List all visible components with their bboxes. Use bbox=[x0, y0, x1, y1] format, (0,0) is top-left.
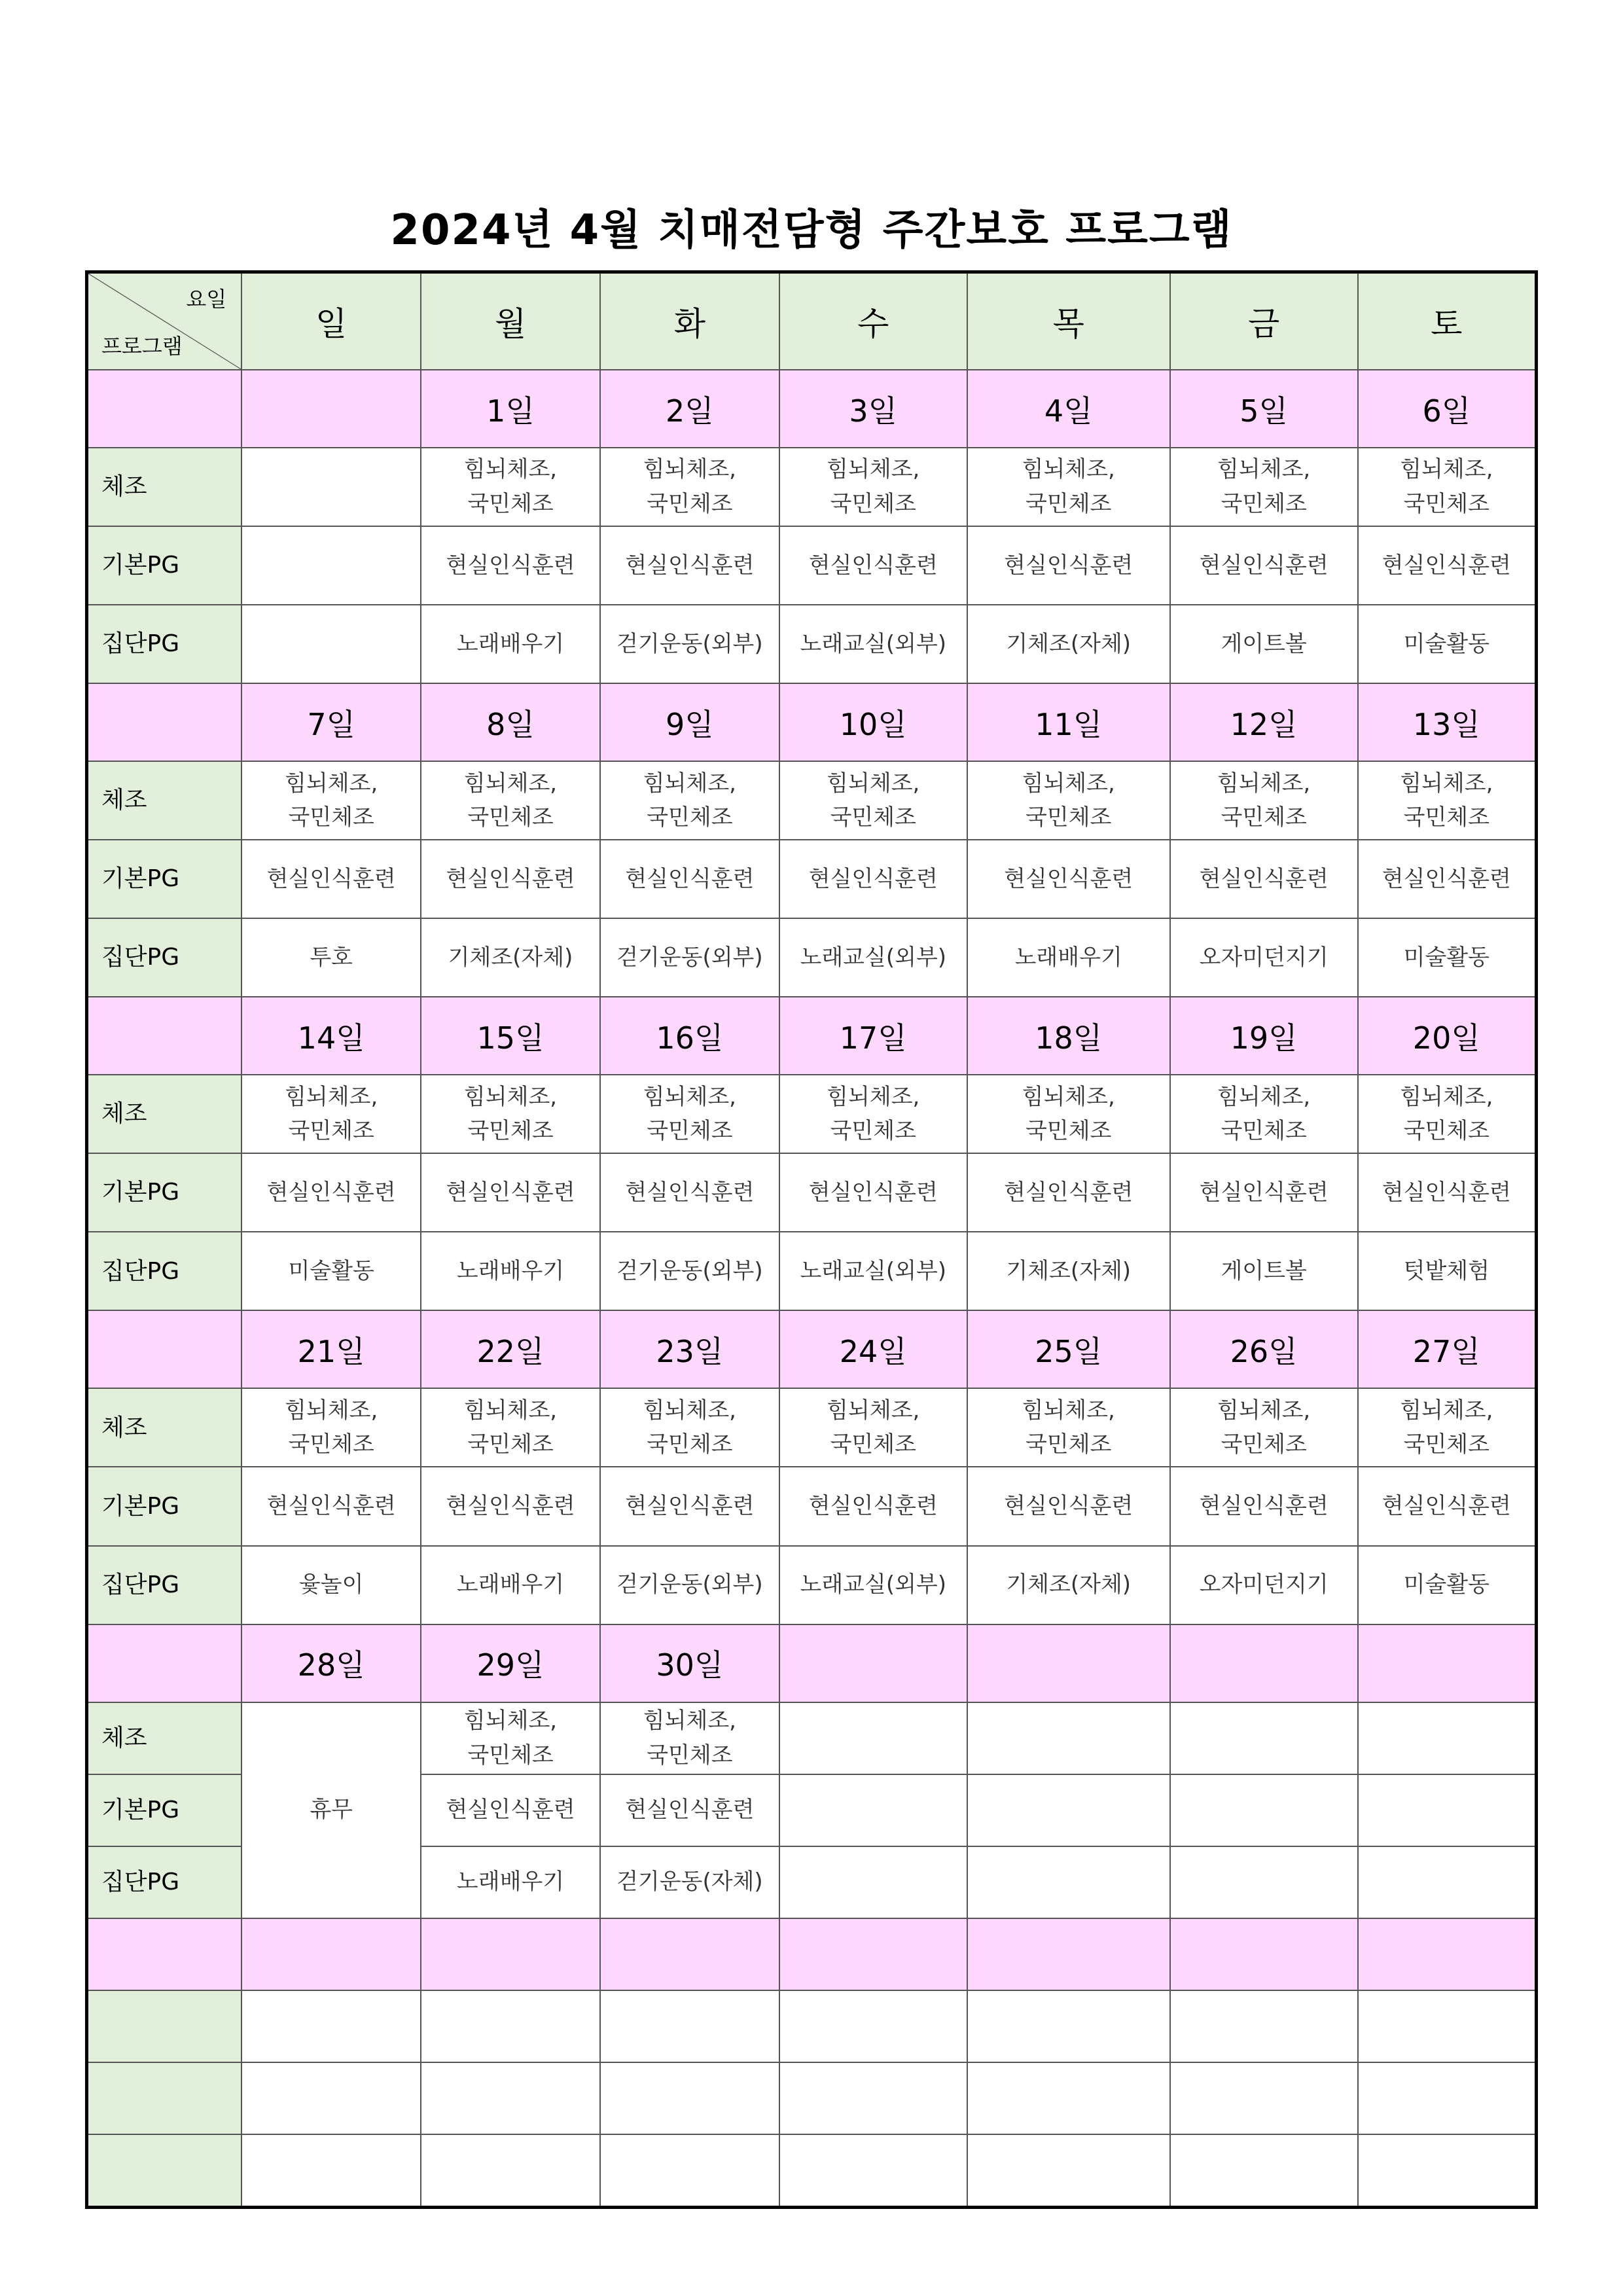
page-title: 2024년 4월 치매전담형 주간보호 프로그램 bbox=[390, 206, 1233, 255]
basic-cell: 현실인식훈련 bbox=[779, 1153, 967, 1232]
corner-label-program: 프로그램 bbox=[101, 334, 183, 359]
exercise-cell bbox=[779, 1388, 967, 1467]
date-row bbox=[87, 370, 1537, 448]
exercise-text: 국민체조 bbox=[830, 491, 916, 518]
exercise-text: 국민체조 bbox=[467, 804, 554, 831]
corner-label-day: 요일 bbox=[186, 287, 227, 312]
group-cell: 노래배우기 bbox=[421, 1546, 600, 1624]
date-cell: 20일 bbox=[1358, 997, 1537, 1075]
day-header-sat: 토 bbox=[1358, 272, 1537, 370]
day-header-mon: 월 bbox=[421, 272, 600, 370]
date-cell: 4일 bbox=[967, 370, 1170, 448]
group-cell: 노래배우기 bbox=[967, 918, 1170, 997]
day-header-fri: 금 bbox=[1170, 272, 1358, 370]
day-header-tue: 화 bbox=[600, 272, 779, 370]
empty-cell bbox=[241, 526, 421, 605]
date-cell: 8일 bbox=[421, 683, 600, 761]
exercise-text: 힘뇌체조, bbox=[1400, 456, 1493, 483]
basic-cell: 현실인식훈련 bbox=[967, 1467, 1170, 1545]
date-cell: 11일 bbox=[967, 683, 1170, 761]
row-label-group: 집단PG bbox=[87, 1546, 242, 1624]
basic-row bbox=[87, 1153, 1537, 1232]
date-cell: 22일 bbox=[421, 1310, 600, 1388]
exercise-text: 힘뇌체조, bbox=[463, 456, 558, 483]
exercise-cell bbox=[600, 1075, 779, 1153]
exercise-text: 힘뇌체조, bbox=[1022, 1083, 1115, 1110]
blank-row bbox=[87, 1990, 1537, 2062]
exercise-text: 힘뇌체조, bbox=[1217, 456, 1311, 483]
holiday-cell: 휴무 bbox=[241, 1702, 421, 1918]
group-cell: 노래교실(외부) bbox=[779, 918, 967, 997]
exercise-text: 힘뇌체조, bbox=[827, 456, 920, 483]
basic-cell: 현실인식훈련 bbox=[600, 1774, 779, 1846]
date-row-label bbox=[87, 997, 242, 1075]
exercise-text: 힘뇌체조, bbox=[463, 1707, 558, 1734]
date-cell: 27일 bbox=[1358, 1310, 1537, 1388]
group-row bbox=[87, 1232, 1537, 1310]
exercise-cell bbox=[967, 1075, 1170, 1153]
date-row bbox=[87, 997, 1537, 1075]
date-cell: 21일 bbox=[241, 1310, 421, 1388]
date-cell: 5일 bbox=[1170, 370, 1358, 448]
date-cell: 17일 bbox=[779, 997, 967, 1075]
empty-cell bbox=[967, 1846, 1170, 1918]
date-cell: 1일 bbox=[421, 370, 600, 448]
group-cell: 기체조(자체) bbox=[967, 1546, 1170, 1624]
exercise-text: 국민체조 bbox=[1221, 804, 1307, 831]
row-label-exercise: 체조 bbox=[87, 761, 242, 840]
date-cell: 18일 bbox=[967, 997, 1170, 1075]
exercise-text: 국민체조 bbox=[647, 1118, 733, 1145]
group-cell: 텃밭체험 bbox=[1358, 1232, 1537, 1310]
empty-cell bbox=[1358, 1774, 1537, 1846]
empty-cell bbox=[779, 1774, 967, 1846]
group-cell: 기체조(자체) bbox=[967, 1232, 1170, 1310]
group-cell: 미술활동 bbox=[1358, 1546, 1537, 1624]
basic-row bbox=[87, 1467, 1537, 1545]
date-cell: 16일 bbox=[600, 997, 779, 1075]
exercise-text: 힘뇌체조, bbox=[1400, 770, 1493, 797]
date-cell: 28일 bbox=[241, 1624, 421, 1702]
exercise-text: 힘뇌체조, bbox=[285, 1397, 378, 1424]
group-cell: 노래교실(외부) bbox=[779, 1546, 967, 1624]
group-cell: 기체조(자체) bbox=[967, 605, 1170, 683]
exercise-cell bbox=[600, 1702, 779, 1774]
date-cell: 12일 bbox=[1170, 683, 1358, 761]
exercise-text: 국민체조 bbox=[467, 1118, 554, 1145]
date-row-label bbox=[87, 370, 242, 448]
exercise-row bbox=[87, 1388, 1537, 1467]
basic-cell: 현실인식훈련 bbox=[967, 526, 1170, 605]
group-cell: 기체조(자체) bbox=[421, 918, 600, 997]
basic-cell: 현실인식훈련 bbox=[421, 1774, 600, 1846]
exercise-text: 국민체조 bbox=[647, 491, 733, 518]
basic-cell: 현실인식훈련 bbox=[1358, 526, 1537, 605]
date-cell: 6일 bbox=[1358, 370, 1537, 448]
empty-cell bbox=[1358, 1702, 1537, 1774]
exercise-text: 국민체조 bbox=[1403, 1118, 1489, 1145]
exercise-row bbox=[87, 1702, 1537, 1774]
group-cell: 노래교실(외부) bbox=[779, 605, 967, 683]
row-label-exercise: 체조 bbox=[87, 1388, 242, 1467]
exercise-cell bbox=[779, 1075, 967, 1153]
row-label-group: 집단PG bbox=[87, 1846, 242, 1918]
exercise-cell bbox=[1358, 761, 1537, 840]
group-row bbox=[87, 1546, 1537, 1624]
date-cell: 13일 bbox=[1358, 683, 1537, 761]
row-label-exercise: 체조 bbox=[87, 448, 242, 526]
basic-row bbox=[87, 840, 1537, 918]
empty-cell bbox=[1170, 1774, 1358, 1846]
exercise-cell bbox=[241, 1388, 421, 1467]
group-row bbox=[87, 605, 1537, 683]
day-header-thu: 목 bbox=[967, 272, 1170, 370]
exercise-cell bbox=[1170, 1388, 1358, 1467]
exercise-text: 국민체조 bbox=[1403, 1431, 1489, 1458]
date-cell: 2일 bbox=[600, 370, 779, 448]
group-cell: 걷기운동(자체) bbox=[600, 1846, 779, 1918]
group-cell: 노래배우기 bbox=[421, 1232, 600, 1310]
exercise-text: 국민체조 bbox=[1403, 804, 1489, 831]
basic-cell: 현실인식훈련 bbox=[967, 840, 1170, 918]
exercise-text: 국민체조 bbox=[1221, 491, 1307, 518]
group-cell: 게이트볼 bbox=[1170, 605, 1358, 683]
exercise-cell bbox=[967, 448, 1170, 526]
exercise-text: 국민체조 bbox=[830, 1431, 916, 1458]
exercise-text: 힘뇌체조, bbox=[643, 1083, 736, 1110]
group-cell: 미술활동 bbox=[241, 1232, 421, 1310]
basic-cell: 현실인식훈련 bbox=[241, 1467, 421, 1545]
exercise-text: 힘뇌체조, bbox=[1022, 1397, 1115, 1424]
exercise-text: 국민체조 bbox=[467, 1431, 554, 1458]
basic-cell: 현실인식훈련 bbox=[779, 840, 967, 918]
date-cell bbox=[1358, 1624, 1537, 1702]
exercise-text: 힘뇌체조, bbox=[463, 1083, 558, 1110]
basic-cell: 현실인식훈련 bbox=[1170, 1153, 1358, 1232]
exercise-text: 국민체조 bbox=[647, 1742, 733, 1768]
exercise-text: 힘뇌체조, bbox=[827, 1083, 920, 1110]
day-header-wed: 수 bbox=[779, 272, 967, 370]
exercise-cell bbox=[1170, 1075, 1358, 1153]
exercise-row bbox=[87, 761, 1537, 840]
date-cell bbox=[779, 1624, 967, 1702]
exercise-text: 힘뇌체조, bbox=[463, 1397, 558, 1424]
date-cell: 3일 bbox=[779, 370, 967, 448]
basic-cell: 현실인식훈련 bbox=[421, 1153, 600, 1232]
row-label-basic: 기본PG bbox=[87, 1467, 242, 1545]
basic-cell: 현실인식훈련 bbox=[600, 1153, 779, 1232]
exercise-row bbox=[87, 448, 1537, 526]
exercise-cell bbox=[1358, 448, 1537, 526]
blank-pink-row bbox=[87, 1918, 1537, 1990]
corner-cell bbox=[87, 272, 242, 370]
row-label-exercise: 체조 bbox=[87, 1702, 242, 1774]
group-cell: 미술활동 bbox=[1358, 605, 1537, 683]
date-cell: 10일 bbox=[779, 683, 967, 761]
date-cell: 29일 bbox=[421, 1624, 600, 1702]
exercise-cell bbox=[1170, 761, 1358, 840]
exercise-text: 국민체조 bbox=[1221, 1118, 1307, 1145]
exercise-text: 힘뇌체조, bbox=[1400, 1083, 1493, 1110]
exercise-cell bbox=[421, 1388, 600, 1467]
exercise-text: 힘뇌체조, bbox=[1022, 456, 1115, 483]
basic-cell: 현실인식훈련 bbox=[421, 526, 600, 605]
date-row bbox=[87, 683, 1537, 761]
basic-cell: 현실인식훈련 bbox=[241, 1153, 421, 1232]
group-cell: 걷기운동(외부) bbox=[600, 1232, 779, 1310]
exercise-text: 국민체조 bbox=[1026, 491, 1112, 518]
exercise-text: 국민체조 bbox=[467, 491, 554, 518]
row-label-group: 집단PG bbox=[87, 605, 242, 683]
exercise-text: 힘뇌체조, bbox=[463, 770, 558, 797]
exercise-text: 힘뇌체조, bbox=[1217, 1083, 1311, 1110]
group-cell: 게이트볼 bbox=[1170, 1232, 1358, 1310]
group-cell: 윷놀이 bbox=[241, 1546, 421, 1624]
group-cell: 노래배우기 bbox=[421, 605, 600, 683]
date-cell: 9일 bbox=[600, 683, 779, 761]
group-cell: 걷기운동(외부) bbox=[600, 918, 779, 997]
exercise-text: 힘뇌체조, bbox=[1217, 1397, 1311, 1424]
basic-cell: 현실인식훈련 bbox=[1358, 1467, 1537, 1545]
schedule-table bbox=[85, 270, 1538, 2209]
basic-cell: 현실인식훈련 bbox=[1358, 840, 1537, 918]
exercise-cell bbox=[1358, 1388, 1537, 1467]
date-cell bbox=[241, 370, 421, 448]
row-label-basic: 기본PG bbox=[87, 840, 242, 918]
empty-cell bbox=[1170, 1702, 1358, 1774]
exercise-row bbox=[87, 1075, 1537, 1153]
exercise-cell bbox=[1170, 448, 1358, 526]
date-cell: 19일 bbox=[1170, 997, 1358, 1075]
basic-cell: 현실인식훈련 bbox=[1170, 840, 1358, 918]
row-label-basic: 기본PG bbox=[87, 526, 242, 605]
group-cell: 노래교실(외부) bbox=[779, 1232, 967, 1310]
exercise-cell bbox=[241, 1075, 421, 1153]
exercise-cell bbox=[967, 1388, 1170, 1467]
exercise-cell bbox=[421, 761, 600, 840]
row-label-basic: 기본PG bbox=[87, 1774, 242, 1846]
exercise-cell bbox=[421, 1702, 600, 1774]
group-cell: 노래배우기 bbox=[421, 1846, 600, 1918]
exercise-text: 힘뇌체조, bbox=[643, 456, 736, 483]
date-row-label bbox=[87, 1624, 242, 1702]
empty-cell bbox=[779, 1702, 967, 1774]
date-cell: 24일 bbox=[779, 1310, 967, 1388]
basic-cell: 현실인식훈련 bbox=[241, 840, 421, 918]
blank-row bbox=[87, 2134, 1537, 2208]
basic-cell: 현실인식훈련 bbox=[1358, 1153, 1537, 1232]
group-row bbox=[87, 918, 1537, 997]
date-cell bbox=[1170, 1624, 1358, 1702]
empty-cell bbox=[241, 448, 421, 526]
exercise-text: 힘뇌체조, bbox=[285, 770, 378, 797]
date-cell: 7일 bbox=[241, 683, 421, 761]
date-cell: 30일 bbox=[600, 1624, 779, 1702]
date-cell: 14일 bbox=[241, 997, 421, 1075]
exercise-text: 힘뇌체조, bbox=[1022, 770, 1115, 797]
empty-cell bbox=[241, 605, 421, 683]
exercise-cell bbox=[600, 448, 779, 526]
exercise-text: 국민체조 bbox=[1026, 1431, 1112, 1458]
exercise-text: 힘뇌체조, bbox=[1217, 770, 1311, 797]
empty-cell bbox=[779, 1846, 967, 1918]
exercise-text: 힘뇌체조, bbox=[1400, 1397, 1493, 1424]
exercise-text: 국민체조 bbox=[1026, 1118, 1112, 1145]
date-cell: 25일 bbox=[967, 1310, 1170, 1388]
exercise-text: 국민체조 bbox=[1403, 491, 1489, 518]
exercise-text: 국민체조 bbox=[830, 804, 916, 831]
row-label-basic: 기본PG bbox=[87, 1153, 242, 1232]
empty-cell bbox=[967, 1702, 1170, 1774]
basic-cell: 현실인식훈련 bbox=[600, 840, 779, 918]
exercise-text: 국민체조 bbox=[647, 804, 733, 831]
basic-cell: 현실인식훈련 bbox=[421, 1467, 600, 1545]
exercise-cell bbox=[600, 1388, 779, 1467]
exercise-text: 국민체조 bbox=[1026, 804, 1112, 831]
exercise-text: 힘뇌체조, bbox=[827, 770, 920, 797]
day-header-sun: 일 bbox=[241, 272, 421, 370]
group-cell: 걷기운동(외부) bbox=[600, 605, 779, 683]
exercise-text: 국민체조 bbox=[830, 1118, 916, 1145]
exercise-text: 국민체조 bbox=[288, 1431, 374, 1458]
exercise-cell bbox=[967, 761, 1170, 840]
exercise-text: 힘뇌체조, bbox=[643, 770, 736, 797]
basic-cell: 현실인식훈련 bbox=[779, 526, 967, 605]
date-cell: 26일 bbox=[1170, 1310, 1358, 1388]
date-cell: 15일 bbox=[421, 997, 600, 1075]
exercise-text: 국민체조 bbox=[647, 1431, 733, 1458]
date-row-label bbox=[87, 683, 242, 761]
group-cell: 오자미던지기 bbox=[1170, 1546, 1358, 1624]
blank-row bbox=[87, 2062, 1537, 2134]
basic-cell: 현실인식훈련 bbox=[1170, 526, 1358, 605]
exercise-cell bbox=[600, 761, 779, 840]
date-cell: 23일 bbox=[600, 1310, 779, 1388]
row-label-group: 집단PG bbox=[87, 1232, 242, 1310]
date-row bbox=[87, 1624, 1537, 1702]
exercise-text: 힘뇌체조, bbox=[827, 1397, 920, 1424]
exercise-text: 힘뇌체조, bbox=[285, 1083, 378, 1110]
exercise-text: 국민체조 bbox=[288, 1118, 374, 1145]
group-cell: 오자미던지기 bbox=[1170, 918, 1358, 997]
basic-cell: 현실인식훈련 bbox=[600, 526, 779, 605]
date-row bbox=[87, 1310, 1537, 1388]
basic-cell: 현실인식훈련 bbox=[1170, 1467, 1358, 1545]
basic-cell: 현실인식훈련 bbox=[967, 1153, 1170, 1232]
empty-cell bbox=[1170, 1846, 1358, 1918]
basic-cell: 현실인식훈련 bbox=[600, 1467, 779, 1545]
header-row bbox=[87, 272, 1537, 370]
exercise-cell bbox=[421, 1075, 600, 1153]
exercise-text: 국민체조 bbox=[288, 804, 374, 831]
row-label-exercise: 체조 bbox=[87, 1075, 242, 1153]
exercise-cell bbox=[421, 448, 600, 526]
basic-cell: 현실인식훈련 bbox=[779, 1467, 967, 1545]
exercise-cell bbox=[779, 448, 967, 526]
date-cell bbox=[967, 1624, 1170, 1702]
exercise-text: 힘뇌체조, bbox=[643, 1397, 736, 1424]
basic-cell: 현실인식훈련 bbox=[421, 840, 600, 918]
exercise-cell bbox=[1358, 1075, 1537, 1153]
exercise-text: 국민체조 bbox=[467, 1742, 554, 1768]
basic-row bbox=[87, 526, 1537, 605]
empty-cell bbox=[967, 1774, 1170, 1846]
row-label-group: 집단PG bbox=[87, 918, 242, 997]
exercise-cell bbox=[241, 761, 421, 840]
group-cell: 미술활동 bbox=[1358, 918, 1537, 997]
group-cell: 걷기운동(외부) bbox=[600, 1546, 779, 1624]
exercise-text: 국민체조 bbox=[1221, 1431, 1307, 1458]
exercise-text: 힘뇌체조, bbox=[643, 1707, 736, 1734]
date-row-label bbox=[87, 1310, 242, 1388]
group-cell: 투호 bbox=[241, 918, 421, 997]
exercise-cell bbox=[779, 761, 967, 840]
empty-cell bbox=[1358, 1846, 1537, 1918]
